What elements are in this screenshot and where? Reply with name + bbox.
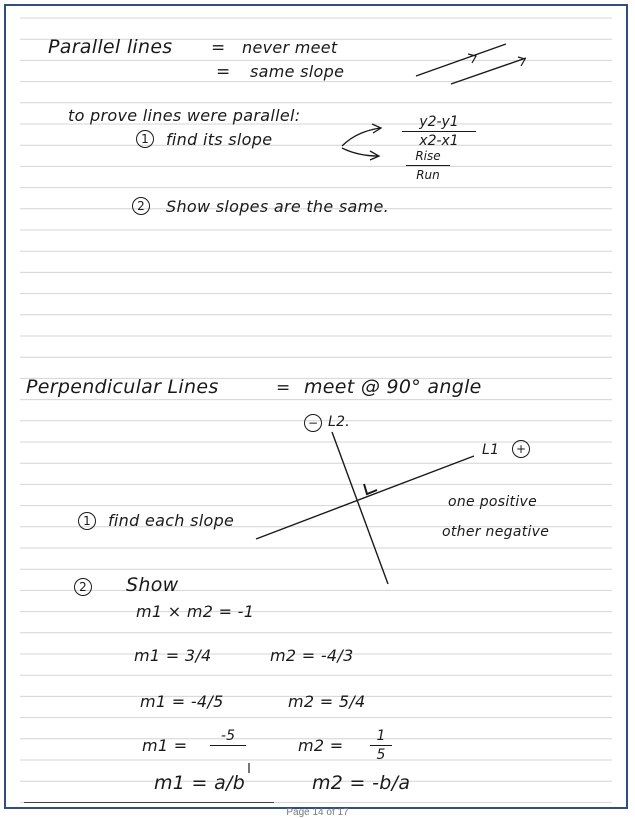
- l1-label: L1: [482, 442, 500, 458]
- rise-text: Rise: [415, 149, 441, 163]
- parallel-line-1: [416, 44, 506, 76]
- example-4-m1: m1 = a/b: [154, 772, 246, 794]
- slope-formula-den: x2-x1: [419, 133, 459, 149]
- prove-heading: to prove lines were parallel:: [68, 106, 301, 125]
- parallel-def-same-slope: same slope: [250, 62, 345, 81]
- perp-step-2-text: Show: [126, 574, 179, 596]
- step-1-text: find its slope: [166, 130, 273, 149]
- rise-run-bar: [406, 165, 450, 166]
- parallel-eq-2: =: [216, 62, 231, 82]
- parallel-eq-1: =: [211, 38, 226, 58]
- example-3-m1-label: m1 =: [142, 736, 188, 755]
- parallel-arrow-1: [468, 54, 476, 63]
- perpendicular-title: Perpendicular Lines: [26, 376, 219, 398]
- l2-label: L2.: [328, 414, 351, 430]
- example-3-m1-bar: [210, 745, 246, 746]
- l1-positive-circle: +: [512, 440, 530, 458]
- diagram-layer: [6, 6, 628, 809]
- example-3-m2-frac: [370, 728, 392, 763]
- right-angle-mark: [364, 484, 377, 494]
- notebook-page: [4, 4, 628, 809]
- slope-formula-num: y2-y1: [419, 114, 459, 130]
- parallel-arrow-2: [518, 57, 525, 66]
- slope-formula-bar: [402, 131, 476, 132]
- perp-step-2-circle: 2: [74, 578, 92, 596]
- parallel-line-2: [451, 58, 526, 84]
- step-2-circle: 2: [132, 197, 150, 215]
- note-one-positive: one positive: [448, 494, 538, 510]
- example-2-m2: m2 = 5/4: [288, 692, 366, 711]
- bottom-divider: [24, 802, 274, 803]
- perpendicular-def: meet @ 90° angle: [304, 376, 482, 398]
- note-other-negative: other negative: [442, 524, 550, 540]
- example-3-m2-label: m2 =: [298, 736, 344, 755]
- slope-formula: [402, 114, 476, 149]
- step-1-circle: 1: [136, 130, 154, 148]
- parallel-title: Parallel lines: [48, 36, 173, 58]
- slope-arrow-up: [342, 128, 380, 146]
- rise-run: [406, 148, 450, 183]
- line-L2: [332, 432, 388, 584]
- example-3-m2-bar: [370, 745, 392, 746]
- example-1-m2: m2 = -4/3: [270, 646, 354, 665]
- example-4-m2: m2 = -b/a: [312, 772, 411, 794]
- parallel-def-never-meet: never meet: [242, 38, 338, 57]
- perpendicular-eq: =: [276, 378, 291, 398]
- l2-negative-circle: −: [304, 414, 322, 432]
- example-3-m2-den: 5: [376, 747, 386, 763]
- example-3-m2-num: 1: [376, 728, 386, 744]
- perp-step-1-circle: 1: [78, 512, 96, 530]
- step-2-text: Show slopes are the same.: [166, 197, 390, 216]
- example-3-m1-num: -5: [221, 728, 235, 744]
- example-2-m1: m1 = -4/5: [140, 692, 224, 711]
- example-1-m1: m1 = 3/4: [134, 646, 212, 665]
- run-text: Run: [416, 168, 440, 182]
- page-number: Page 14 of 17: [286, 807, 349, 818]
- example-3-m1-frac: [210, 728, 246, 763]
- perp-step-1-text: find each slope: [108, 511, 235, 530]
- rule-product: m1 × m2 = -1: [136, 602, 255, 621]
